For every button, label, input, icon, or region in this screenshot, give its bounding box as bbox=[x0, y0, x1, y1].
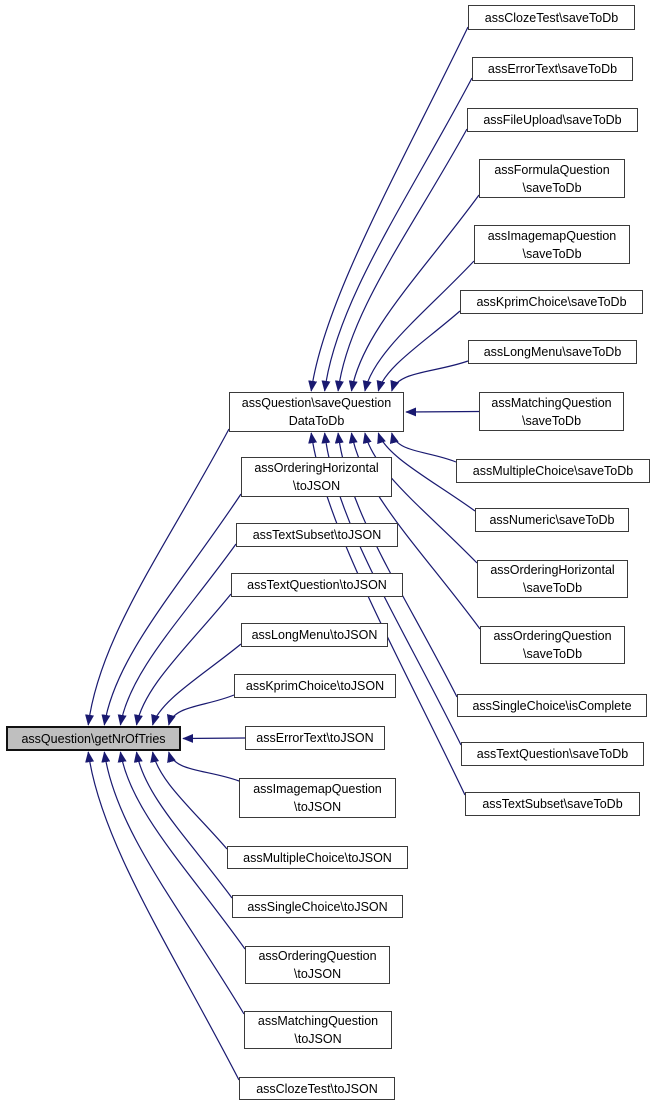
node-label-line: assTextQuestion\toJSON bbox=[247, 578, 387, 592]
node-orderingHorizontal-saveToDb[interactable] bbox=[477, 560, 628, 598]
node-label-line: \saveToDb bbox=[521, 413, 582, 428]
node-matchingQuestion-toJSON[interactable] bbox=[244, 1011, 392, 1049]
node-label-line: \saveToDb bbox=[522, 246, 582, 261]
node-label-line: \toJSON bbox=[292, 479, 341, 493]
node-label-line: DataToDb bbox=[288, 414, 345, 428]
node-longMenu-saveToDb[interactable] bbox=[468, 340, 637, 364]
node-label-line: \toJSON bbox=[293, 967, 342, 981]
node-orderingHorizontal-toJSON[interactable] bbox=[241, 457, 392, 497]
node-label-line: assMultipleChoice\saveToDb bbox=[472, 464, 634, 478]
node-label-line: assImagemapQuestion bbox=[253, 782, 382, 796]
node-multipleChoice-saveToDb[interactable] bbox=[456, 459, 650, 483]
node-getNrOfTries bbox=[6, 726, 181, 751]
node-textSubset-toJSON[interactable] bbox=[236, 523, 398, 547]
node-textQuestion-saveToDb[interactable] bbox=[461, 742, 644, 766]
node-label-line: assMultipleChoice\toJSON bbox=[243, 850, 392, 865]
node-label-line: assSingleChoice\isComplete bbox=[472, 698, 632, 713]
node-label-line: \toJSON bbox=[294, 1032, 342, 1046]
node-label-line: \toJSON bbox=[293, 800, 342, 814]
node-label-line: assLongMenu\toJSON bbox=[251, 628, 378, 642]
node-orderingQuestion-toJSON[interactable] bbox=[245, 946, 390, 984]
node-label-line: assOrderingHorizontal bbox=[490, 563, 615, 577]
node-clozeTest-saveToDb[interactable] bbox=[468, 5, 635, 30]
node-label-line: assOrderingQuestion bbox=[258, 949, 377, 963]
node-textQuestion-toJSON[interactable] bbox=[231, 573, 403, 597]
node-label-line: assKprimChoice\saveToDb bbox=[476, 295, 627, 309]
node-label-line: assTextSubset\toJSON bbox=[252, 528, 382, 542]
node-numeric-saveToDb[interactable] bbox=[475, 508, 629, 532]
node-label-line: assErrorText\saveToDb bbox=[487, 62, 618, 76]
node-label-line: assMatchingQuestion bbox=[257, 1014, 379, 1028]
node-imagemapQuestion-toJSON[interactable] bbox=[239, 778, 396, 818]
node-label-line: assQuestion\saveQuestion bbox=[241, 396, 392, 410]
node-orderingQuestion-saveToDb[interactable] bbox=[480, 626, 625, 664]
node-errorText-saveToDb[interactable] bbox=[472, 57, 633, 81]
node-label-line: \saveToDb bbox=[522, 581, 583, 595]
node-label-line: assNumeric\saveToDb bbox=[489, 513, 615, 527]
node-multipleChoice-toJSON[interactable] bbox=[227, 846, 408, 869]
node-label-line: assImagemapQuestion bbox=[487, 228, 617, 243]
node-label-line: assOrderingQuestion bbox=[493, 629, 612, 643]
node-label-line: assFileUpload\saveToDb bbox=[483, 113, 622, 127]
node-label-line: assClozeTest\saveToDb bbox=[484, 10, 619, 25]
node-kprimChoice-saveToDb[interactable] bbox=[460, 290, 643, 314]
node-matchingQuestion-saveToDb[interactable] bbox=[479, 392, 624, 431]
node-label-line: assKprimChoice\toJSON bbox=[245, 679, 385, 693]
node-label-line: assTextSubset\saveToDb bbox=[482, 797, 623, 811]
node-singleChoice-toJSON[interactable] bbox=[232, 895, 403, 918]
node-label-line: \saveToDb bbox=[522, 647, 583, 661]
node-kprimChoice-toJSON[interactable] bbox=[234, 674, 396, 698]
node-imagemapQuestion-saveToDb[interactable] bbox=[474, 225, 630, 264]
node-clozeTest-toJSON[interactable] bbox=[239, 1077, 395, 1100]
node-label-line: assQuestion\getNrOfTries bbox=[21, 731, 166, 746]
node-label-line: assOrderingHorizontal bbox=[254, 461, 379, 475]
node-label-line: \saveToDb bbox=[522, 180, 582, 195]
node-textSubset-saveToDb[interactable] bbox=[465, 792, 640, 816]
node-label-line: assMatchingQuestion bbox=[491, 395, 612, 410]
node-formulaQuestion-saveToDb[interactable] bbox=[479, 159, 625, 198]
node-singleChoice-isComplete[interactable] bbox=[457, 694, 647, 717]
node-label-line: assTextQuestion\saveToDb bbox=[476, 747, 629, 761]
node-fileUpload-saveToDb[interactable] bbox=[467, 108, 638, 132]
node-label-line: assFormulaQuestion bbox=[494, 162, 610, 177]
node-errorText-toJSON[interactable] bbox=[245, 726, 385, 750]
node-label-line: assSingleChoice\toJSON bbox=[247, 899, 388, 914]
node-saveQuestionDataToDb[interactable] bbox=[229, 392, 404, 432]
node-label-line: assErrorText\toJSON bbox=[256, 731, 374, 745]
node-label-line: assClozeTest\toJSON bbox=[256, 1081, 378, 1096]
node-longMenu-toJSON[interactable] bbox=[241, 623, 388, 647]
node-label-line: assLongMenu\saveToDb bbox=[483, 345, 622, 359]
